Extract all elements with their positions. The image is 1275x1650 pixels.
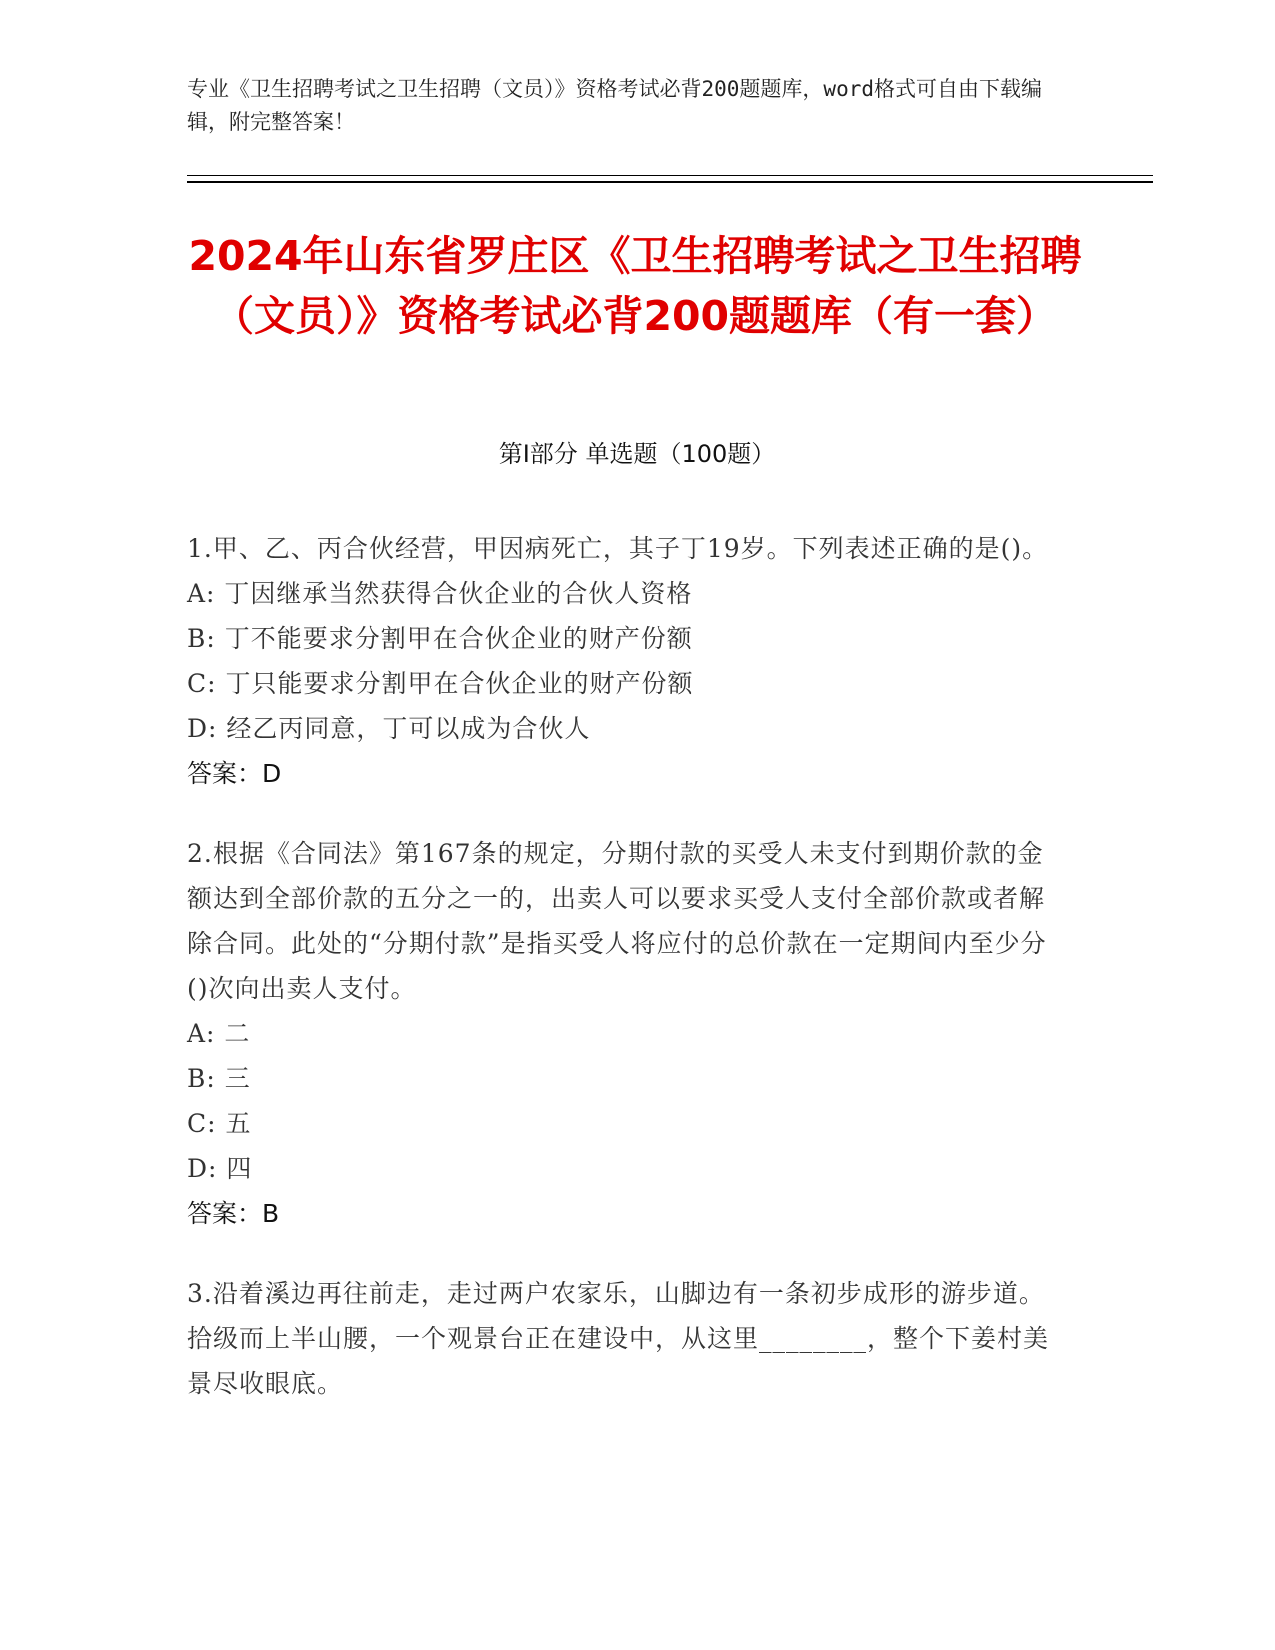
- option-d: D: 经乙丙同意，丁可以成为合伙人: [187, 714, 591, 743]
- option-b: B: 三: [187, 1064, 251, 1093]
- option-b: B: 丁不能要求分割甲在合伙企业的财产份额: [187, 624, 693, 653]
- question-item: [187, 831, 1067, 1236]
- question-stem: 2.根据《合同法》第167条的规定，分期付款的买受人未支付到期价款的金额达到全部价款的五分之一的，出卖人可以要求买受人支付全部价款或者解除合同。此处的“分期付款”是指买受人将应付的总价款在一定期间内至少分()次向出卖人支付。: [187, 839, 1047, 1003]
- question-stem: 1.甲、乙、丙合伙经营，甲因病死亡，其子丁19岁。下列表述正确的是()。: [187, 534, 1049, 563]
- option-c: C: 五: [187, 1109, 252, 1138]
- option-c: C: 丁只能要求分割甲在合伙企业的财产份额: [187, 669, 694, 698]
- question-list: [187, 526, 1067, 1441]
- question-item: [187, 526, 1067, 796]
- question-item: [187, 1271, 1067, 1406]
- option-a: A: 二: [187, 1019, 251, 1048]
- section-title: 第I部分 单选题（100题）: [498, 440, 776, 468]
- answer-line: 答案：B: [187, 1199, 280, 1228]
- option-d: D: 四: [187, 1154, 253, 1183]
- header-note: 专业《卫生招聘考试之卫生招聘（文员）》资格考试必背200题题库，word格式可自由下载编辑，附完整答案！: [187, 77, 1042, 134]
- answer-line: 答案：D: [187, 759, 282, 788]
- option-a: A: 丁因继承当然获得合伙企业的合伙人资格: [187, 579, 693, 608]
- document-title: 2024年山东省罗庄区《卫生招聘考试之卫生招聘（文员）》资格考试必背200题题库（有一套）: [188, 232, 1082, 340]
- question-stem: 3.沿着溪边再往前走，走过两户农家乐，山脚边有一条初步成形的游步道。拾级而上半山腰，一个观景台正在建设中，从这里________，整个下姜村美景尽收眼底。: [187, 1279, 1050, 1398]
- header-divider-thin: [187, 175, 1153, 176]
- header-divider-thick: [187, 181, 1153, 183]
